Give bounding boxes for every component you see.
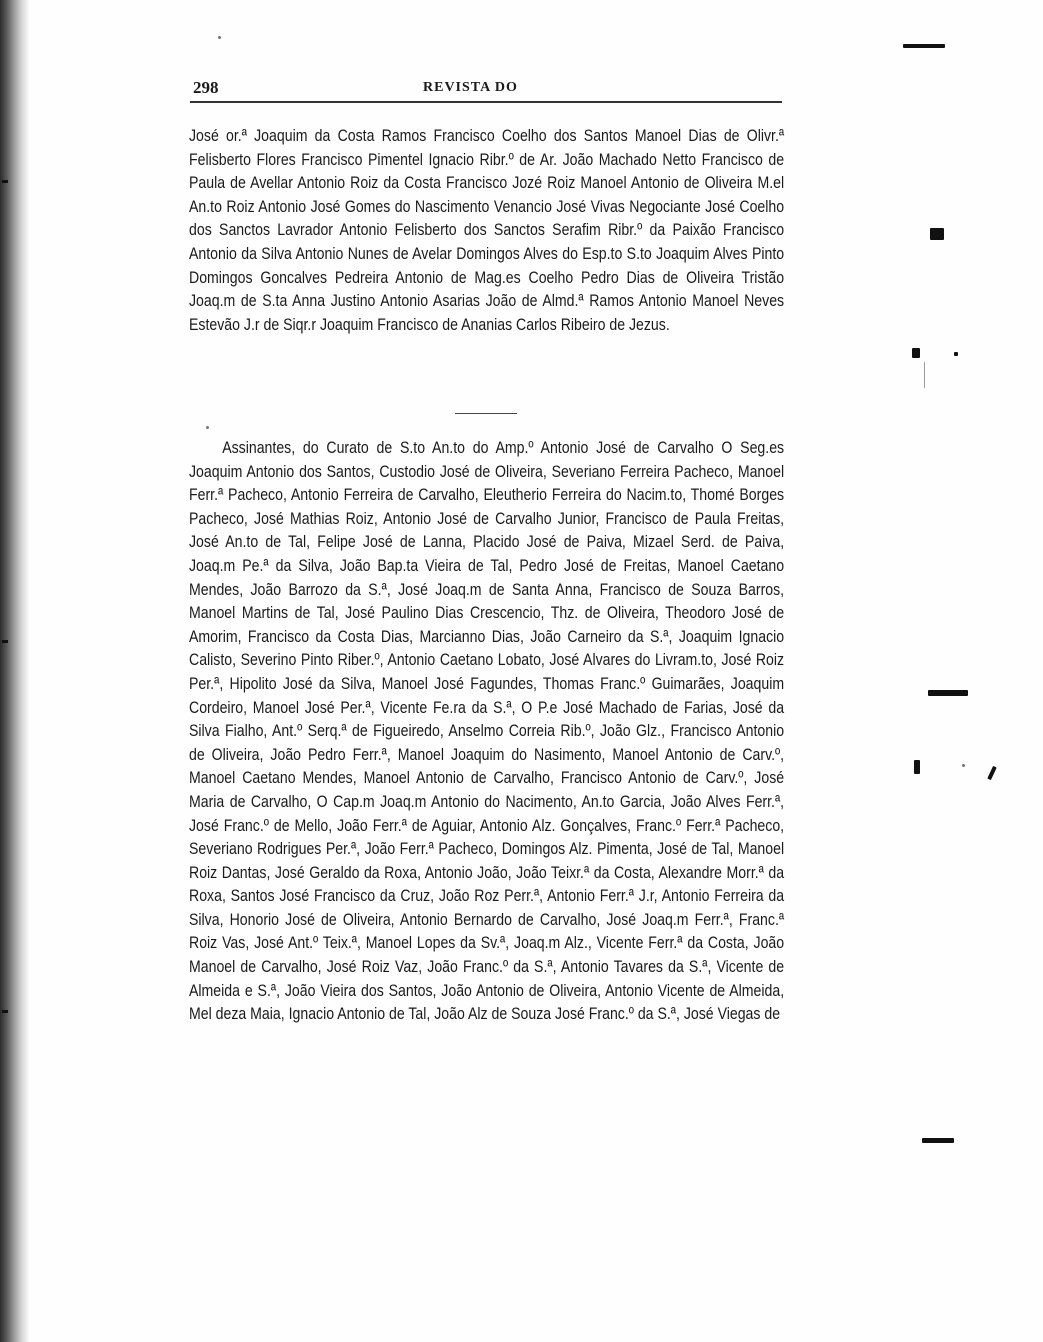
scan-mark <box>987 766 997 780</box>
running-head: REVISTA DO <box>423 80 518 95</box>
scan-speck <box>2 180 8 183</box>
section-divider <box>455 413 517 414</box>
page-header <box>193 78 783 100</box>
scan-dot <box>218 36 221 39</box>
scan-dot <box>206 426 209 429</box>
paragraph-names-list <box>189 124 784 336</box>
binding-edge <box>0 0 30 1342</box>
scan-mark <box>924 362 925 388</box>
scan-mark <box>903 44 945 48</box>
scan-speck <box>2 640 8 643</box>
scan-mark <box>922 1138 954 1143</box>
scan-mark <box>930 228 944 240</box>
header-rule <box>190 101 782 103</box>
scan-mark <box>954 352 958 356</box>
scan-mark <box>912 348 920 358</box>
scan-dot <box>962 764 965 767</box>
page-number: 298 <box>193 78 219 97</box>
scan-speck <box>2 1010 8 1013</box>
paragraph-text: Assinantes, do Curato de S.to An.to do Amp.º Antonio José de Carvalho O Seg.es Joaquim Antonio dos Santos, Custodio José de Oliveira, Severiano Ferreira Pacheco, Manoel Ferr.ª Pacheco, Antonio Ferreira de Carvalho, Eleutherio Ferreira do Nacim.to, Thomé Borges Pacheco, José Mathias Roiz, Antonio José de Carvalho Junior, Francisco de Paula Freitas, José An.to de Tal, Felipe José de Lanna, Placido José de Paiva, Mizael Serd. de Paiva, Joaq.m Pe.ª da Silva, João Bap.ta Vieira de Tal, Pedro José de Freitas, Manoel Caetano Mendes, João Barrozo da S.ª, José Joaq.m de Santa Anna, Francisco de Souza Barros, Manoel Martins de Tal, José Paulino Dias Crescencio, Thz. de Oliveira, Theodoro José de Amorim, Francisco da Costa Dias, Marcianno Dias, João Carneiro da S.ª, Joaquim Ignacio Calisto, Severino Pinto Riber.º, Antonio Caetano Lobato, José Alvares do Livram.to, José Roiz Per.ª, Hipolito José da Silva, Manoel José Fagundes, Thomas Franc.º Guimarães, Joaquim Cordeiro, Manoel José Per.ª, Vicente Fe.ra da S.ª, O P.e José Machado de Farias, José da Silva Fialho, Ant.º Serq.ª de Figueiredo, Anselmo Correia Rib.º, João Glz., Francisco Antonio de Oliveira, João Pedro Ferr.ª, Manoel Joaquim do Nasimento, Manoel Antonio de Carv.º, Manoel Caetano Mendes, Manoel Antonio de Carvalho, Francisco Antonio de Carv.º, José Maria de Carvalho, O Cap.m Joaq.m Antonio do Nacimento, An.to Garcia, João Alves Ferr.ª, José Franc.º de Mello, João Ferr.ª de Aguiar, Antonio Alz. Gonçalves, Franc.º Ferr.ª Pacheco, Severiano Rodrigues Per.ª, João Ferr.ª Pacheco, Domingos Alz. Pimenta, José de Tal, Manoel Roiz Dantas, José Geraldo da Roxa, Antonio João, João Teixr.ª da Costa, Alexandre Morr.ª da Roxa, Santos José Francisco da Cruz, João Roz Perr.ª, Antonio Ferr.ª J.r, Antonio Ferreira da Silva, Honorio José de Oliveira, Antonio Bernardo de Carvalho, José Joaq.m Ferr.ª, Franc.ª Roiz Vas, José Ant.º Teix.ª, Manoel Lopes da Sv.ª, Joaq.m Alz., Vicente Ferr.ª da Costa, João Manoel de Carvalho, José Roiz Vaz, João Franc.º da S.ª, Antonio Tavares da S.ª, Vicente de Almeida e S.ª, João Vieira dos Santos, João Antonio de Oliveira, Antonio Vicente de Almeida, Mel deza Maia, Ignacio Antonio de Tal, João Alz de Souza José Franc.º da S.ª, José Viegas de <box>189 438 785 1024</box>
scan-mark <box>928 690 968 696</box>
scan-mark <box>914 760 920 774</box>
paragraph-text: José or.ª Joaquim da Costa Ramos Francisco Coelho dos Santos Manoel Dias de Olivr.ª Felisberto Flores Francisco Pimentel Ignacio Ribr.º de Ar. João Machado Netto Francisco de Paula de Avellar Antonio Roiz da Costa Francisco Jozé Roiz Manoel Antonio de Oliveira M.el An.to Roiz Antonio José Gomes do Nascimento Venancio José Vivas Negociante José Coelho dos Sanctos Lavrador Antonio Felisberto dos Sanctos Serafim Ribr.º da Paixão Francisco Antonio da Silva Antonio Nunes de Avelar Domingos Alves do Esp.to S.to Joaquim Alves Pinto Domingos Goncalves Pedreira Antonio de Mag.es Coelho Pedro Dias de Oliveira Tristão Joaq.m de S.ta Anna Justino Antonio Asarias João de Almd.ª Ramos Antonio Manoel Neves Estevão J.r de Siqr.r Joaquim Francisco de Ananias Carlos Ribeiro de Jezus. <box>189 126 785 334</box>
paragraph-subscribers <box>189 436 784 1026</box>
